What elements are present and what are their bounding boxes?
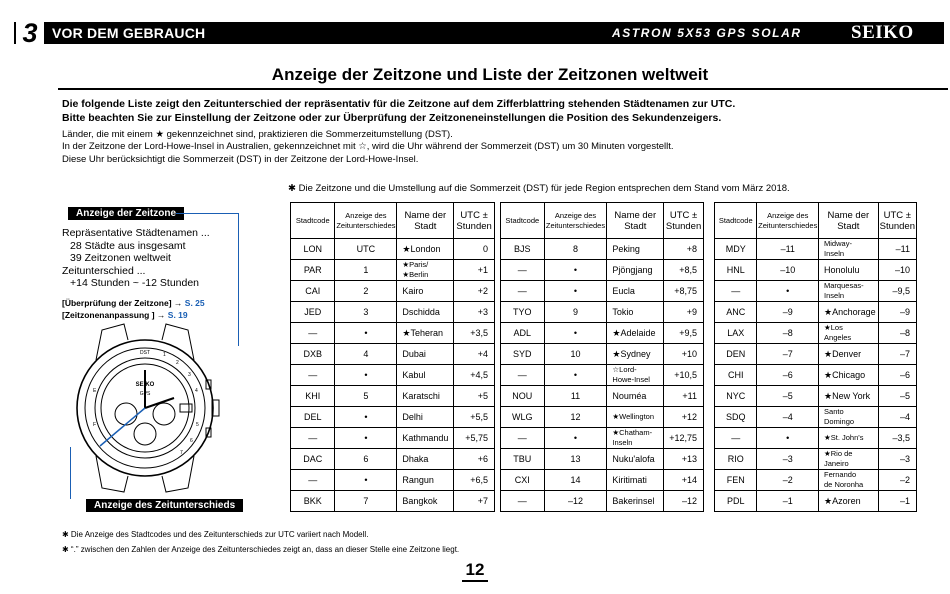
utc-offset: +13 <box>664 449 704 470</box>
dial-label: 1 <box>163 352 166 358</box>
city-code: SDQ <box>715 407 757 428</box>
city-name: ★New York <box>819 386 879 407</box>
table-row <box>501 428 704 449</box>
chapter-number: 3 <box>16 17 44 49</box>
city-code: BJS <box>501 239 545 260</box>
diff-display: • <box>544 281 607 302</box>
diff-display: • <box>335 323 397 344</box>
info-line: +14 Stunden ~ -12 Stunden <box>70 277 200 289</box>
utc-offset: +1 <box>454 260 495 281</box>
city-name: ★Paris/ ★Berlin <box>397 260 454 281</box>
city-code: JED <box>291 302 335 323</box>
col-header-diff: Anzeige des Zeitunterschiedes <box>757 203 819 239</box>
diff-display: 8 <box>544 239 607 260</box>
city-name: ★Rio de Janeiro <box>819 449 879 470</box>
utc-offset: +7 <box>454 491 495 512</box>
city-code: PDL <box>715 491 757 512</box>
table-row <box>715 260 917 281</box>
city-name: Delhi <box>397 407 454 428</box>
utc-offset: –2 <box>878 470 916 491</box>
city-code: — <box>291 323 335 344</box>
col-header-utc: UTC ± Stunden <box>454 203 495 239</box>
dst-note: ✱ Die Zeitzone und die Umstellung auf die Sommerzeit (DST) für jede Region entsprechen dem Stand vom März 2018. <box>288 183 790 194</box>
chapter-title: VOR DEM GEBRAUCH <box>52 25 206 41</box>
intro-line: Länder, die mit einem ★ gekennzeichnet sind, praktizieren die Sommerzeitumstellung (DST). <box>62 129 453 140</box>
utc-offset: +10 <box>664 344 704 365</box>
city-name: Bangkok <box>397 491 454 512</box>
city-name: Marquesas- Inseln <box>819 281 879 302</box>
utc-offset: +12 <box>664 407 704 428</box>
city-code: ANC <box>715 302 757 323</box>
table-row <box>715 449 917 470</box>
table-row <box>715 365 917 386</box>
table-row <box>291 344 495 365</box>
diff-display: • <box>335 428 397 449</box>
utc-offset: –9,5 <box>878 281 916 302</box>
city-code: WLG <box>501 407 545 428</box>
city-name: Kairo <box>397 281 454 302</box>
diff-display: –8 <box>757 323 819 344</box>
table-row <box>501 407 704 428</box>
utc-offset: –11 <box>878 239 916 260</box>
col-header-code: Stadtcode <box>715 203 757 239</box>
city-name: ★Sydney <box>607 344 664 365</box>
diff-display: –9 <box>757 302 819 323</box>
intro-line: In der Zeitzone der Lord-Howe-Insel in Australien, gekennzeichnet mit ☆, wird die Uhr während der Sommerzeit (DST) um 30 Minuten vorgestellt. <box>62 141 674 153</box>
utc-offset: +5,75 <box>454 428 495 449</box>
col-header-code: Stadtcode <box>291 203 335 239</box>
dial-label: 2 <box>176 360 179 366</box>
utc-offset: –6 <box>878 365 916 386</box>
city-name: Dubai <box>397 344 454 365</box>
table-row <box>715 386 917 407</box>
table-row <box>715 470 917 491</box>
diff-display: • <box>544 323 607 344</box>
city-name: ★Denver <box>819 344 879 365</box>
diff-display: • <box>544 260 607 281</box>
table-row <box>291 491 495 512</box>
dial-label: DST <box>140 350 150 356</box>
timezone-table-1 <box>290 202 495 512</box>
city-name: Eucla <box>607 281 664 302</box>
utc-offset: +9,5 <box>664 323 704 344</box>
timezone-table-3 <box>714 202 917 512</box>
table-row <box>501 281 704 302</box>
table-row <box>501 323 704 344</box>
diff-display: –6 <box>757 365 819 386</box>
diff-display: –4 <box>757 407 819 428</box>
table-row <box>291 302 495 323</box>
table-row <box>291 407 495 428</box>
table-row <box>715 407 917 428</box>
utc-offset: +11 <box>664 386 704 407</box>
utc-offset: +3,5 <box>454 323 495 344</box>
city-name: Rangun <box>397 470 454 491</box>
table-row <box>501 365 704 386</box>
city-name: Peking <box>607 239 664 260</box>
utc-offset: –10 <box>878 260 916 281</box>
footnote: ✱ Die Anzeige des Stadtcodes und des Zeitunterschieds zur UTC variiert nach Modell. <box>62 530 369 539</box>
diff-display: 11 <box>544 386 607 407</box>
utc-offset: –1 <box>878 491 916 512</box>
city-code: — <box>501 428 545 449</box>
ref-label: [Zeitzonenanpassung ] → <box>62 310 168 320</box>
utc-offset: –8 <box>878 323 916 344</box>
city-code: LAX <box>715 323 757 344</box>
diff-display: 14 <box>544 470 607 491</box>
city-name: ★Teheran <box>397 323 454 344</box>
city-code: — <box>291 365 335 386</box>
diff-display: –10 <box>757 260 819 281</box>
col-header-utc: UTC ± Stunden <box>664 203 704 239</box>
utc-offset: –7 <box>878 344 916 365</box>
city-name: Tokio <box>607 302 664 323</box>
city-code: RIO <box>715 449 757 470</box>
utc-offset: +3 <box>454 302 495 323</box>
page-references <box>62 297 205 321</box>
col-header-city: Name der Stadt <box>819 203 879 239</box>
watch-brand-text: SEIKO <box>135 382 155 388</box>
table-row <box>501 302 704 323</box>
city-code: CXI <box>501 470 545 491</box>
diff-display: 9 <box>544 302 607 323</box>
table-row <box>291 386 495 407</box>
utc-offset: –9 <box>878 302 916 323</box>
footnote: ✱ “.” zwischen den Zahlen der Anzeige des Zeitunterschiedes zeigt an, dass an dieser Stelle eine Zeitzone liegt. <box>62 545 460 554</box>
utc-offset: +6,5 <box>454 470 495 491</box>
utc-offset: +8,5 <box>664 260 704 281</box>
city-name: Kiritimati <box>607 470 664 491</box>
table-row <box>715 344 917 365</box>
city-name: ★Anchorage <box>819 302 879 323</box>
city-code: DXB <box>291 344 335 365</box>
diff-display: 1 <box>335 260 397 281</box>
city-code: — <box>501 365 545 386</box>
city-code: — <box>501 491 545 512</box>
watch-illustration <box>66 322 226 494</box>
utc-offset: +5 <box>454 386 495 407</box>
intro-text <box>62 129 932 166</box>
table-row <box>291 449 495 470</box>
city-name: Honolulu <box>819 260 879 281</box>
city-name: Pjöngjang <box>607 260 664 281</box>
brand-logo: SEIKO <box>851 22 914 43</box>
city-code: FEN <box>715 470 757 491</box>
city-name: ★London <box>397 239 454 260</box>
city-code: HNL <box>715 260 757 281</box>
utc-offset: +8,75 <box>664 281 704 302</box>
city-name: ★St. John's <box>819 428 879 449</box>
utc-offset: 0 <box>454 239 495 260</box>
diff-display: –5 <box>757 386 819 407</box>
table-row <box>501 386 704 407</box>
city-name: Nuku'alofa <box>607 449 664 470</box>
city-name: ★Azoren <box>819 491 879 512</box>
utc-offset: +8 <box>664 239 704 260</box>
dial-label: 4 <box>195 388 198 394</box>
city-code: — <box>501 260 545 281</box>
page-title: Anzeige der Zeitzone und Liste der Zeitzonen weltweit <box>271 65 709 84</box>
col-header-code: Stadtcode <box>501 203 545 239</box>
table-row <box>501 344 704 365</box>
table-row <box>291 239 495 260</box>
city-name: Santo Domingo <box>819 407 879 428</box>
utc-offset: +6 <box>454 449 495 470</box>
timezone-info <box>62 227 210 290</box>
table-row <box>291 365 495 386</box>
table-row <box>715 281 917 302</box>
city-code: NYC <box>715 386 757 407</box>
diff-display: 4 <box>335 344 397 365</box>
utc-offset: –3,5 <box>878 428 916 449</box>
table-row <box>291 428 495 449</box>
city-name: Dschidda <box>397 302 454 323</box>
ref-link-check-timezone[interactable]: S. 25 <box>184 298 205 308</box>
dial-label: 6 <box>190 438 193 444</box>
city-name: ★Chatham- Inseln <box>607 428 664 449</box>
utc-offset: +4 <box>454 344 495 365</box>
info-line: Repräsentative Städtenamen ... <box>62 227 210 239</box>
utc-offset: +5,5 <box>454 407 495 428</box>
intro-bold-line: Bitte beachten Sie zur Einstellung der Zeitzone oder zur Überprüfung der Zeitzoneneinstellungen die Position des Sekundenzeigers. <box>62 111 722 124</box>
table-row <box>291 323 495 344</box>
model-name: ASTRON 5X53 GPS SOLAR <box>612 26 802 40</box>
city-code: — <box>715 428 757 449</box>
diff-display: • <box>335 365 397 386</box>
city-name: Dhaka <box>397 449 454 470</box>
city-code: — <box>291 428 335 449</box>
dial-label: 5 <box>196 422 199 428</box>
dial-label: E <box>93 388 97 394</box>
city-code: — <box>501 281 545 302</box>
utc-offset: –4 <box>878 407 916 428</box>
city-code: SYD <box>501 344 545 365</box>
city-code: NOU <box>501 386 545 407</box>
title-rule <box>58 88 948 90</box>
table-row <box>715 323 917 344</box>
city-code: DAC <box>291 449 335 470</box>
callout-line <box>176 213 238 214</box>
table-row <box>501 449 704 470</box>
city-code: DEN <box>715 344 757 365</box>
city-code: MDY <box>715 239 757 260</box>
diff-display: –12 <box>544 491 607 512</box>
table-row <box>501 491 704 512</box>
city-code: LON <box>291 239 335 260</box>
intro-bold-line: Die folgende Liste zeigt den Zeitunterschied der repräsentativ für die Zeitzone auf dem Zifferblattring stehenden Städtenamen zur UTC. <box>62 98 736 110</box>
table-row <box>715 491 917 512</box>
timezone-table-2 <box>500 202 704 512</box>
diff-display: • <box>544 428 607 449</box>
city-name: Fernando de Noronha <box>819 470 879 491</box>
city-name: ★Los Angeles <box>819 323 879 344</box>
dial-label: F <box>93 422 97 428</box>
diff-display: 2 <box>335 281 397 302</box>
section-time-difference: Anzeige des Zeitunterschieds <box>86 499 243 512</box>
dial-label: 3 <box>188 372 191 378</box>
ref-link-adjust-timezone[interactable]: S. 19 <box>167 310 188 320</box>
city-code: TYO <box>501 302 545 323</box>
info-line: 39 Zeitzonen weltweit <box>70 252 171 264</box>
city-name: ★Adelaide <box>607 323 664 344</box>
section-timezone-display: Anzeige der Zeitzone <box>68 207 184 220</box>
table-row <box>291 281 495 302</box>
callout-line <box>70 447 71 499</box>
city-code: — <box>291 470 335 491</box>
city-code: BKK <box>291 491 335 512</box>
utc-offset: +12,75 <box>664 428 704 449</box>
city-code: CHI <box>715 365 757 386</box>
utc-offset: +2 <box>454 281 495 302</box>
diff-display: –1 <box>757 491 819 512</box>
utc-offset: +10,5 <box>664 365 704 386</box>
col-header-city: Name der Stadt <box>607 203 664 239</box>
city-name: Bakerinsel <box>607 491 664 512</box>
diff-display: 6 <box>335 449 397 470</box>
col-header-diff: Anzeige des Zeitunterschiedes <box>335 203 397 239</box>
utc-offset: –12 <box>664 491 704 512</box>
table-row <box>501 260 704 281</box>
diff-display: –11 <box>757 239 819 260</box>
col-header-diff: Anzeige des Zeitunterschiedes <box>544 203 607 239</box>
callout-line <box>238 213 239 346</box>
intro-line: Diese Uhr berücksichtigt die Sommerzeit (DST) in der Zeitzone der Lord-Howe-Insel. <box>62 153 419 165</box>
diff-display: 3 <box>335 302 397 323</box>
city-code: PAR <box>291 260 335 281</box>
diff-display: • <box>757 428 819 449</box>
city-code: KHI <box>291 386 335 407</box>
page-number: 12 <box>465 560 485 579</box>
city-name: ☆Lord- Howe-Insel <box>607 365 664 386</box>
city-name: Kabul <box>397 365 454 386</box>
diff-display: 7 <box>335 491 397 512</box>
city-name: Nouméa <box>607 386 664 407</box>
diff-display: 10 <box>544 344 607 365</box>
table-row <box>715 302 917 323</box>
utc-offset: –3 <box>878 449 916 470</box>
city-code: — <box>715 281 757 302</box>
city-name: Karatschi <box>397 386 454 407</box>
table-row <box>501 239 704 260</box>
table-row <box>291 470 495 491</box>
diff-display: 12 <box>544 407 607 428</box>
utc-offset: +14 <box>664 470 704 491</box>
table-row <box>291 260 495 281</box>
col-header-city: Name der Stadt <box>397 203 454 239</box>
utc-offset: +4,5 <box>454 365 495 386</box>
utc-offset: +9 <box>664 302 704 323</box>
diff-display: –3 <box>757 449 819 470</box>
diff-display: –7 <box>757 344 819 365</box>
table-row <box>715 428 917 449</box>
ref-label: [Überprüfung der Zeitzone] → <box>62 298 185 308</box>
diff-display: –2 <box>757 470 819 491</box>
info-line: Zeitunterschied ... <box>62 264 146 277</box>
city-name: Midway- Inseln <box>819 239 879 260</box>
dial-label: 7 <box>180 450 183 456</box>
intro-bold <box>62 98 932 125</box>
watch-gps-text: GPS <box>139 391 151 397</box>
info-line: 28 Städte aus insgesamt <box>70 239 186 252</box>
city-code: TBU <box>501 449 545 470</box>
page-number-rule <box>462 580 488 582</box>
city-name: ★Wellington <box>607 407 664 428</box>
diff-display: 5 <box>335 386 397 407</box>
city-code: CAI <box>291 281 335 302</box>
diff-display: • <box>544 365 607 386</box>
diff-display: UTC <box>335 239 397 260</box>
diff-display: • <box>335 470 397 491</box>
city-code: DEL <box>291 407 335 428</box>
diff-display: 13 <box>544 449 607 470</box>
city-code: ADL <box>501 323 545 344</box>
table-row <box>501 470 704 491</box>
col-header-utc: UTC ± Stunden <box>878 203 916 239</box>
utc-offset: –5 <box>878 386 916 407</box>
table-row <box>715 239 917 260</box>
city-name: Kathmandu <box>397 428 454 449</box>
city-name: ★Chicago <box>819 365 879 386</box>
diff-display: • <box>757 281 819 302</box>
diff-display: • <box>335 407 397 428</box>
